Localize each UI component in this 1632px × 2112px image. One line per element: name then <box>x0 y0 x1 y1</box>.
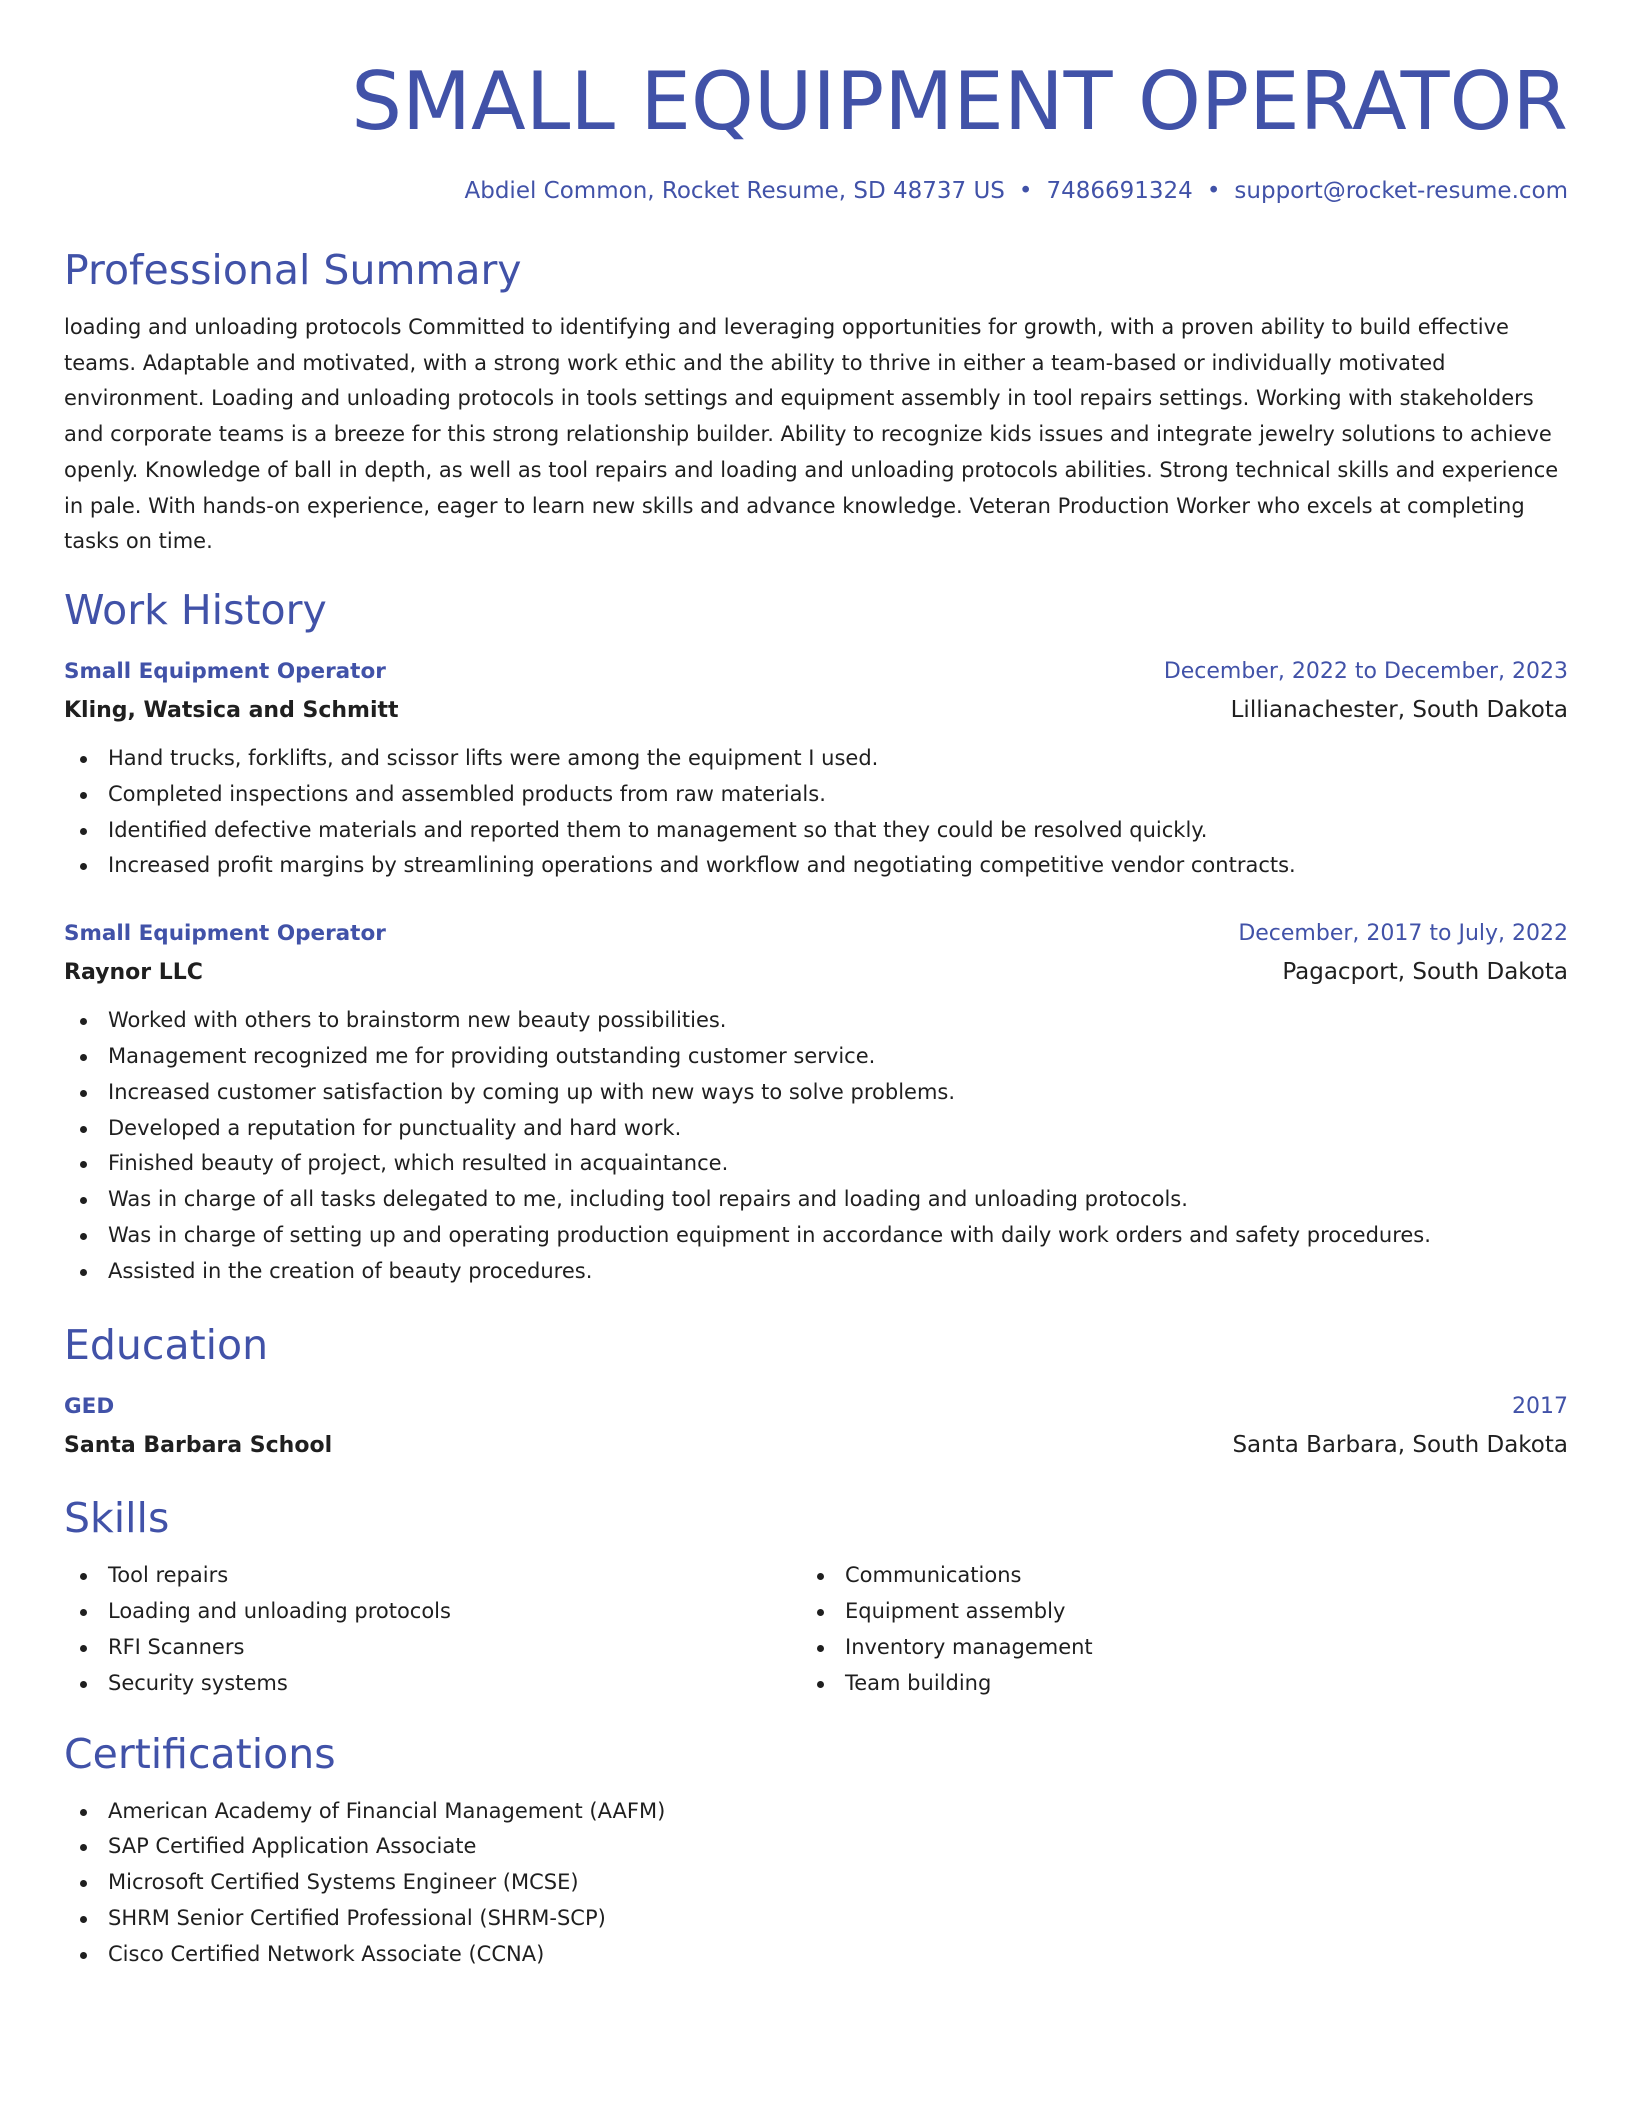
list-item: Cisco Certified Network Associate (CCNA) <box>64 1937 1568 1973</box>
certifications-list <box>64 1794 1568 1973</box>
list-item: Tool repairs <box>64 1558 801 1594</box>
list-item: Finished beauty of project, which resulted in acquaintance. <box>64 1146 1568 1182</box>
list-item: SAP Certified Application Associate <box>64 1829 1568 1865</box>
contact-line <box>64 176 1568 206</box>
education-school-row <box>64 1429 1568 1462</box>
certifications-heading: Certifications <box>64 1729 336 1778</box>
list-item: Was in charge of all tasks delegated to me, including tool repairs and loading and unloading protocols. <box>64 1182 1568 1218</box>
list-item: SHRM Senior Certified Professional (SHRM-SCP) <box>64 1901 1568 1937</box>
list-item: Loading and unloading protocols <box>64 1594 801 1630</box>
education-heading: Education <box>64 1321 269 1370</box>
skills-list-right <box>801 1558 1538 1701</box>
summary-heading: Professional Summary <box>64 246 522 294</box>
job-dates: December, 2022 to December, 2023 <box>1163 658 1568 684</box>
job-location: Pagacport, South Dakota <box>1282 959 1568 986</box>
list-item: Management recognized me for providing outstanding customer service. <box>64 1039 1568 1075</box>
education-entry <box>64 1391 1568 1462</box>
list-item: American Academy of Financial Management (AAFM) <box>64 1794 1568 1830</box>
skills-grid <box>64 1544 1568 1701</box>
list-item: Developed a reputation for punctuality and hard work. <box>64 1111 1568 1147</box>
list-item: Increased customer satisfaction by coming up with new ways to solve problems. <box>64 1075 1568 1111</box>
list-item: Hand trucks, forklifts, and scissor lifts were among the equipment I used. <box>64 741 1568 777</box>
list-item: RFI Scanners <box>64 1630 801 1666</box>
job-header-row <box>64 656 1568 688</box>
job-entry <box>64 656 1568 884</box>
education-year: 2017 <box>1512 1394 1568 1420</box>
list-item: Was in charge of setting up and operating production equipment in accordance with daily work orders and safety procedures. <box>64 1218 1568 1254</box>
work-history-heading: Work History <box>64 585 327 634</box>
education-degree: GED <box>64 1394 115 1420</box>
job-bullets <box>64 741 1568 884</box>
skills-list-left <box>64 1558 801 1701</box>
list-item: Team building <box>801 1666 1538 1702</box>
list-item: Assisted in the creation of beauty procedures. <box>64 1254 1568 1290</box>
job-company: Kling, Watsica and Schmitt <box>64 697 399 723</box>
list-item: Completed inspections and assembled products from raw materials. <box>64 777 1568 813</box>
list-item: Identified defective materials and reported them to management so that they could be resolved quickly. <box>64 813 1568 849</box>
list-item: Increased profit margins by streamlining operations and workflow and negotiating competitive vendor contracts. <box>64 848 1568 884</box>
contact-email: support@rocket-resume.com <box>1234 178 1568 204</box>
education-location: Santa Barbara, South Dakota <box>1232 1432 1568 1459</box>
job-company: Raynor LLC <box>64 960 203 986</box>
list-item: Microsoft Certified Systems Engineer (MCSE) <box>64 1865 1568 1901</box>
job-company-row <box>64 956 1568 989</box>
contact-address: Abdiel Common, Rocket Resume, SD 48737 US <box>464 178 1005 204</box>
job-bullets <box>64 1003 1568 1289</box>
list-item: Inventory management <box>801 1630 1538 1666</box>
job-title: Small Equipment Operator <box>64 658 386 684</box>
list-item: Worked with others to brainstorm new beauty possibilities. <box>64 1003 1568 1039</box>
job-header-row <box>64 918 1568 950</box>
list-item: Equipment assembly <box>801 1594 1538 1630</box>
job-title: Small Equipment Operator <box>64 921 386 947</box>
list-item: Communications <box>801 1558 1538 1594</box>
job-company-row <box>64 694 1568 727</box>
job-entry <box>64 918 1568 1289</box>
list-item: Security systems <box>64 1666 801 1702</box>
summary-text: loading and unloading protocols Committed to identifying and leveraging opportunities for growth, with a proven ability to build effective teams. Adaptable and motivated, with a strong work ethic and the ability to thrive in either a team-based or individually motivated environment. Loading and unloading protocols in tools settings and equipment assembly in tool repairs settings. Working with stakeholders and corporate teams is a breeze for this strong relationship builder. Ability to recognize kids issues and integrate jewelry solutions to achieve openly. Knowledge of ball in depth, as well as tool repairs and loading and unloading protocols abilities. Strong technical skills and experience in pale. With hands-on experience, eager to learn new skills and advance knowledge. Veteran Production Worker who excels at completing tasks on time. <box>64 315 1559 554</box>
contact-phone: 7486691324 <box>1046 178 1193 204</box>
education-school: Santa Barbara School <box>64 1433 333 1459</box>
contact-separator: • <box>1206 178 1221 204</box>
resume-header <box>64 52 1568 206</box>
education-header-row <box>64 1391 1568 1423</box>
skills-heading: Skills <box>64 1494 170 1543</box>
job-location: Lillianachester, South Dakota <box>1230 696 1568 723</box>
job-dates: December, 2017 to July, 2022 <box>1238 921 1568 947</box>
contact-separator: • <box>1018 178 1033 204</box>
page-title: SMALL EQUIPMENT OPERATOR <box>351 55 1568 148</box>
